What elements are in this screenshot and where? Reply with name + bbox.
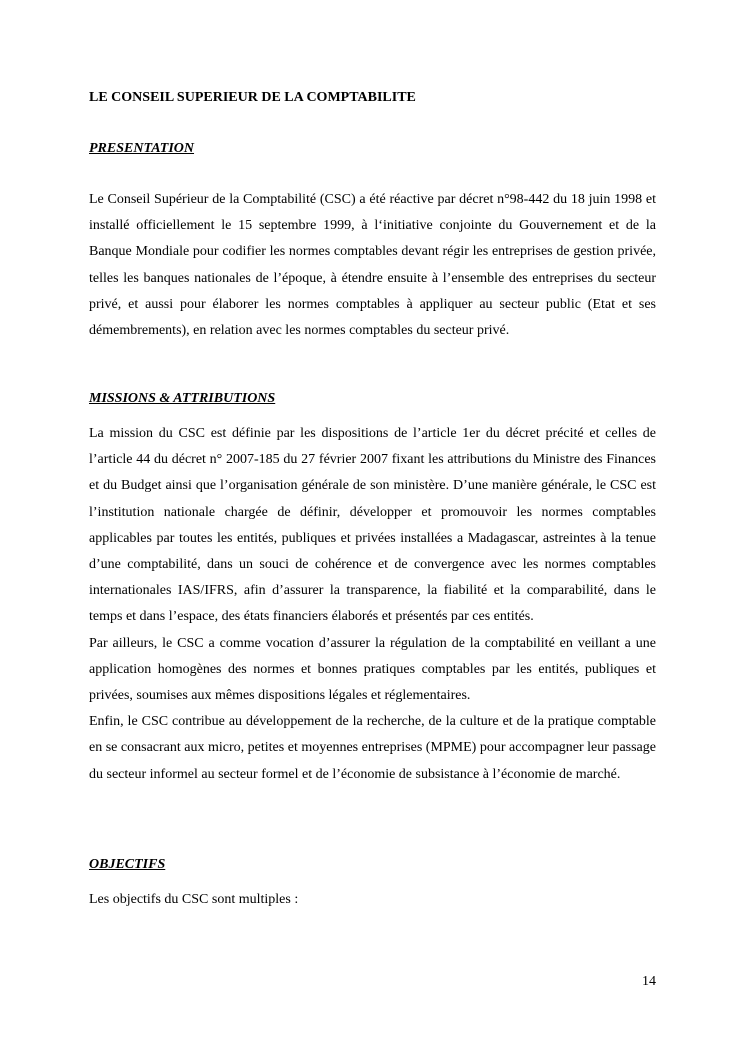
section-heading-presentation: PRESENTATION — [89, 141, 195, 156]
paragraph-objectifs: Les objectifs du CSC sont multiples : — [89, 892, 299, 907]
section-body-missions — [89, 421, 656, 788]
section-heading-missions: MISSIONS & ATTRIBUTIONS — [89, 391, 276, 406]
section-heading-objectifs: OBJECTIFS — [89, 857, 166, 872]
paragraph-presentation: Le Conseil Supérieur de la Comptabilité (CSC) a été réactive par décret n°98-442 du 18 juin 1998 et installé officiellement le 15 septembre 1999, à l‘initiative conjointe du Gouvernement et de la Banque Mondiale pour codifier les normes comptables devant régir les entreprises de gestion privée, telles les banques nationales de l’époque, à étendre ensuite à l’ensemble des entreprises du secteur privé, et aussi pour élaborer les normes comptables à appliquer au secteur public (Etat et ses démembrements), en relation avec les normes comptables du secteur privé. — [89, 192, 656, 339]
section-body-objectifs — [89, 887, 656, 913]
section-body-presentation — [89, 187, 656, 344]
paragraph-mission: La mission du CSC est définie par les dispositions de l’article 1er du décret précité et celles de l’article 44 du décret n° 2007-185 du 27 février 2007 fixant les attributions du Ministre des Finances et du Budget ainsi que l’organisation générale de son ministère. D’une manière générale, le CSC est l’institution nationale chargée de définir, développer et promouvoir les normes comptables applicables par toutes les entités, publiques et privées installées a Madagascar, astreintes à la tenue d’une comptabilité, dans un souci de cohérence et de convergence avec les normes comptables internationales IAS/IFRS, afin d’assurer la transparence, la fiabilité et la comparabilité, dans le temps et dans l’espace, des états financiers élaborés et présentés par ces entités. — [89, 426, 656, 625]
page-number: 14 — [642, 974, 656, 989]
paragraph-regulation: Par ailleurs, le CSC a comme vocation d’assurer la régulation de la comptabilité en veillant a une application homogènes des normes et bonnes pratiques comptables par les entités, publiques et privées, soumises aux mêmes dispositions légales et réglementaires. — [89, 635, 656, 704]
paragraph-development: Enfin, le CSC contribue au développement de la recherche, de la culture et de la pratique comptable en se consacrant aux micro, petites et moyennes entreprises (MPME) pour accompagner leur passage du secteur informel au secteur formel et de l’économie de subsistance à l’économie de marché. — [89, 714, 656, 782]
document-title: LE CONSEIL SUPERIEUR DE LA COMPTABILITE — [89, 90, 416, 105]
